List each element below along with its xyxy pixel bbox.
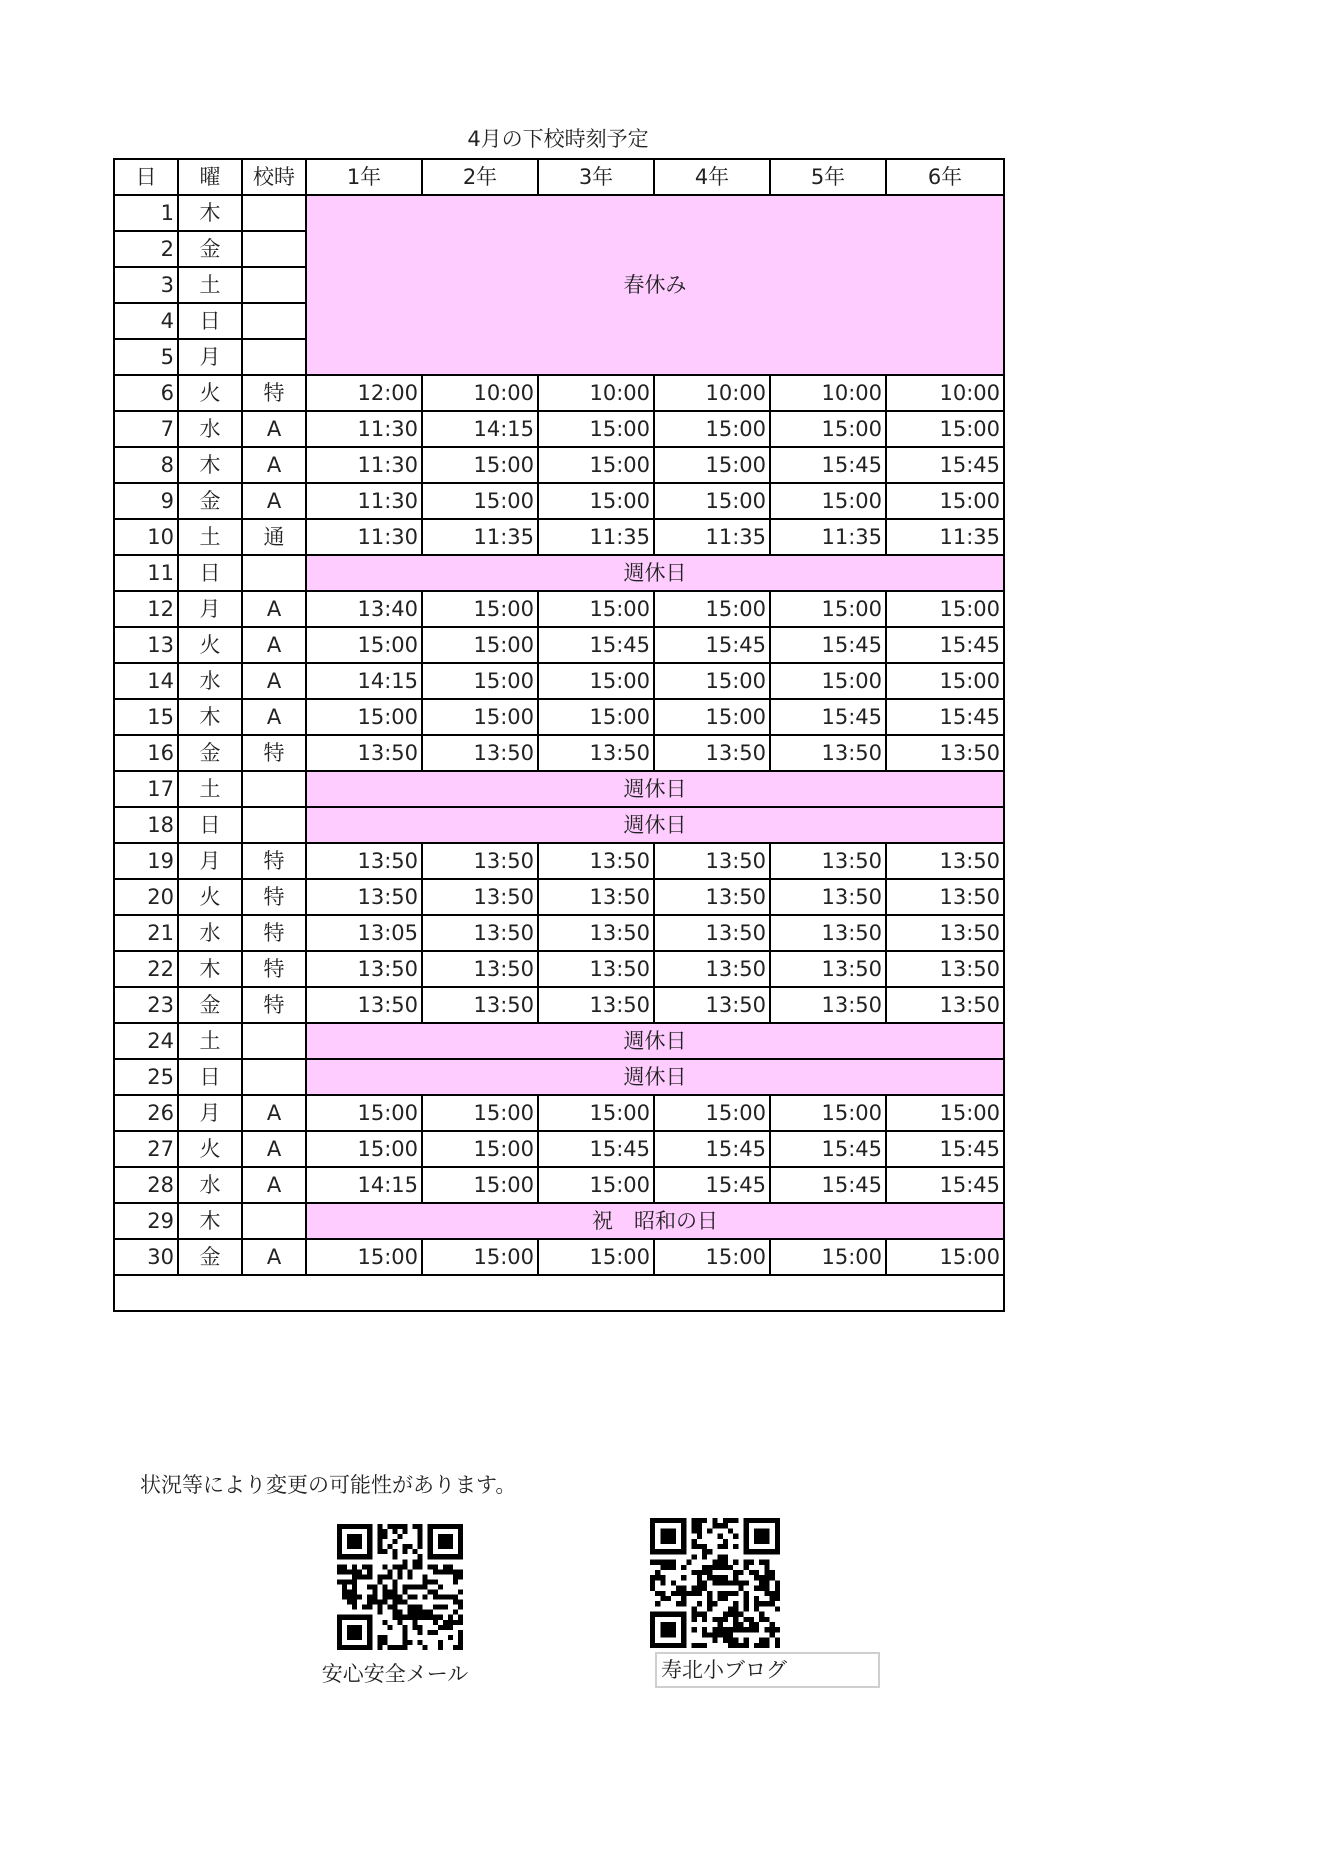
period-cell: A xyxy=(242,1239,306,1275)
day-cell: 30 xyxy=(114,1239,178,1275)
time-cell: 13:50 xyxy=(306,879,422,915)
time-cell: 11:35 xyxy=(886,519,1004,555)
time-cell: 13:50 xyxy=(770,987,886,1023)
period-cell: A xyxy=(242,411,306,447)
time-cell: 15:00 xyxy=(422,1239,538,1275)
weekday-cell: 日 xyxy=(178,555,242,591)
safety-mail-qr-code[interactable] xyxy=(335,1524,465,1650)
time-cell: 14:15 xyxy=(422,411,538,447)
school-blog-qr-code[interactable] xyxy=(648,1518,782,1648)
day-cell: 1 xyxy=(114,195,178,231)
period-cell xyxy=(242,1059,306,1095)
table-row xyxy=(114,915,1004,951)
time-cell: 15:00 xyxy=(538,447,654,483)
weekday-cell: 土 xyxy=(178,1023,242,1059)
time-cell: 13:50 xyxy=(538,915,654,951)
time-cell: 10:00 xyxy=(422,375,538,411)
blank-row xyxy=(114,1275,1004,1311)
time-cell: 15:00 xyxy=(422,1095,538,1131)
time-cell: 13:50 xyxy=(538,735,654,771)
day-cell: 21 xyxy=(114,915,178,951)
day-cell: 24 xyxy=(114,1023,178,1059)
day-cell: 13 xyxy=(114,627,178,663)
time-cell: 14:15 xyxy=(306,1167,422,1203)
time-cell: 11:30 xyxy=(306,519,422,555)
time-cell: 15:00 xyxy=(770,1239,886,1275)
header-cell: 4年 xyxy=(654,159,770,195)
period-cell xyxy=(242,195,306,231)
time-cell: 15:45 xyxy=(654,1167,770,1203)
period-cell: 特 xyxy=(242,951,306,987)
weekday-cell: 金 xyxy=(178,735,242,771)
period-cell: 特 xyxy=(242,843,306,879)
time-cell: 15:45 xyxy=(654,1131,770,1167)
table-row xyxy=(114,879,1004,915)
weekday-cell: 金 xyxy=(178,1239,242,1275)
time-cell: 13:50 xyxy=(886,843,1004,879)
time-cell: 12:00 xyxy=(306,375,422,411)
weekday-cell: 日 xyxy=(178,303,242,339)
table-row xyxy=(114,807,1004,843)
time-cell: 11:30 xyxy=(306,411,422,447)
time-cell: 15:00 xyxy=(654,591,770,627)
time-cell: 10:00 xyxy=(886,375,1004,411)
time-cell: 15:00 xyxy=(770,663,886,699)
holiday-cell: 週休日 xyxy=(306,1059,1004,1095)
time-cell: 13:50 xyxy=(538,951,654,987)
table-row xyxy=(114,1059,1004,1095)
table-row xyxy=(114,411,1004,447)
weekday-cell: 木 xyxy=(178,1203,242,1239)
time-cell: 13:05 xyxy=(306,915,422,951)
weekday-cell: 金 xyxy=(178,987,242,1023)
period-cell: A xyxy=(242,699,306,735)
dismissal-schedule-table xyxy=(113,158,1005,1312)
period-cell xyxy=(242,231,306,267)
weekday-cell: 水 xyxy=(178,1167,242,1203)
holiday-cell: 春休み xyxy=(306,195,1004,375)
time-cell: 15:00 xyxy=(654,699,770,735)
day-cell: 3 xyxy=(114,267,178,303)
weekday-cell: 月 xyxy=(178,591,242,627)
time-cell: 13:50 xyxy=(538,879,654,915)
time-cell: 15:00 xyxy=(654,1239,770,1275)
time-cell: 13:50 xyxy=(422,879,538,915)
period-cell xyxy=(242,1203,306,1239)
day-cell: 10 xyxy=(114,519,178,555)
table-row xyxy=(114,1203,1004,1239)
day-cell: 6 xyxy=(114,375,178,411)
time-cell: 15:00 xyxy=(770,411,886,447)
day-cell: 7 xyxy=(114,411,178,447)
time-cell: 15:00 xyxy=(654,411,770,447)
time-cell: 15:45 xyxy=(886,699,1004,735)
time-cell: 13:50 xyxy=(886,915,1004,951)
time-cell: 15:00 xyxy=(538,1095,654,1131)
period-cell xyxy=(242,303,306,339)
time-cell: 15:00 xyxy=(886,1095,1004,1131)
period-cell: 特 xyxy=(242,987,306,1023)
time-cell: 15:00 xyxy=(538,663,654,699)
weekday-cell: 木 xyxy=(178,447,242,483)
period-cell xyxy=(242,339,306,375)
table-row xyxy=(114,627,1004,663)
time-cell: 13:50 xyxy=(654,843,770,879)
time-cell: 15:00 xyxy=(422,447,538,483)
time-cell: 10:00 xyxy=(654,375,770,411)
period-cell xyxy=(242,555,306,591)
time-cell: 15:45 xyxy=(886,627,1004,663)
time-cell: 15:00 xyxy=(306,1131,422,1167)
day-cell: 17 xyxy=(114,771,178,807)
day-cell: 28 xyxy=(114,1167,178,1203)
header-cell: 5年 xyxy=(770,159,886,195)
schedule-body xyxy=(114,159,1004,1311)
time-cell: 15:00 xyxy=(770,591,886,627)
day-cell: 4 xyxy=(114,303,178,339)
table-row xyxy=(114,735,1004,771)
table-row xyxy=(114,555,1004,591)
weekday-cell: 火 xyxy=(178,375,242,411)
time-cell: 15:00 xyxy=(422,699,538,735)
table-row xyxy=(114,1023,1004,1059)
time-cell: 15:45 xyxy=(886,1131,1004,1167)
time-cell: 11:35 xyxy=(422,519,538,555)
time-cell: 13:50 xyxy=(306,987,422,1023)
table-row xyxy=(114,663,1004,699)
day-cell: 14 xyxy=(114,663,178,699)
safety-mail-label: 安心安全メール xyxy=(321,1662,469,1686)
time-cell: 15:45 xyxy=(538,627,654,663)
weekday-cell: 火 xyxy=(178,1131,242,1167)
day-cell: 12 xyxy=(114,591,178,627)
weekday-cell: 金 xyxy=(178,483,242,519)
weekday-cell: 日 xyxy=(178,807,242,843)
table-row xyxy=(114,1167,1004,1203)
time-cell: 13:50 xyxy=(770,951,886,987)
time-cell: 13:50 xyxy=(886,735,1004,771)
period-cell: A xyxy=(242,1131,306,1167)
time-cell: 15:00 xyxy=(538,1167,654,1203)
weekday-cell: 火 xyxy=(178,879,242,915)
day-cell: 15 xyxy=(114,699,178,735)
table-row xyxy=(114,1095,1004,1131)
school-blog-label[interactable]: 寿北小ブログ xyxy=(655,1652,880,1688)
time-cell: 15:45 xyxy=(770,627,886,663)
table-row xyxy=(114,375,1004,411)
time-cell: 15:00 xyxy=(538,411,654,447)
period-cell xyxy=(242,267,306,303)
header-cell: 曜 xyxy=(178,159,242,195)
time-cell: 15:00 xyxy=(306,627,422,663)
day-cell: 29 xyxy=(114,1203,178,1239)
time-cell: 13:50 xyxy=(654,735,770,771)
weekday-cell: 月 xyxy=(178,843,242,879)
time-cell: 13:50 xyxy=(306,735,422,771)
time-cell: 15:00 xyxy=(422,483,538,519)
time-cell: 15:00 xyxy=(654,663,770,699)
period-cell: A xyxy=(242,591,306,627)
table-row xyxy=(114,519,1004,555)
time-cell: 15:45 xyxy=(886,447,1004,483)
time-cell: 11:35 xyxy=(770,519,886,555)
table-row xyxy=(114,195,1004,231)
time-cell: 13:50 xyxy=(770,879,886,915)
time-cell: 15:45 xyxy=(770,699,886,735)
period-cell: A xyxy=(242,1167,306,1203)
period-cell: 特 xyxy=(242,735,306,771)
day-cell: 18 xyxy=(114,807,178,843)
period-cell xyxy=(242,771,306,807)
day-cell: 2 xyxy=(114,231,178,267)
holiday-cell: 週休日 xyxy=(306,807,1004,843)
weekday-cell: 月 xyxy=(178,339,242,375)
time-cell: 15:00 xyxy=(422,1131,538,1167)
time-cell: 15:00 xyxy=(538,699,654,735)
period-cell xyxy=(242,807,306,843)
day-cell: 9 xyxy=(114,483,178,519)
weekday-cell: 土 xyxy=(178,267,242,303)
time-cell: 15:00 xyxy=(306,1095,422,1131)
header-cell: 1年 xyxy=(306,159,422,195)
day-cell: 27 xyxy=(114,1131,178,1167)
time-cell: 13:50 xyxy=(422,735,538,771)
time-cell: 15:00 xyxy=(654,1095,770,1131)
table-row xyxy=(114,447,1004,483)
time-cell: 13:50 xyxy=(306,843,422,879)
weekday-cell: 木 xyxy=(178,699,242,735)
blank-cell xyxy=(114,1275,1004,1311)
holiday-cell: 週休日 xyxy=(306,555,1004,591)
day-cell: 19 xyxy=(114,843,178,879)
time-cell: 15:00 xyxy=(886,483,1004,519)
day-cell: 26 xyxy=(114,1095,178,1131)
time-cell: 13:50 xyxy=(422,987,538,1023)
time-cell: 13:50 xyxy=(654,915,770,951)
time-cell: 15:45 xyxy=(770,1131,886,1167)
time-cell: 11:35 xyxy=(538,519,654,555)
weekday-cell: 木 xyxy=(178,195,242,231)
time-cell: 15:00 xyxy=(886,663,1004,699)
period-cell: A xyxy=(242,447,306,483)
day-cell: 20 xyxy=(114,879,178,915)
day-cell: 23 xyxy=(114,987,178,1023)
time-cell: 15:00 xyxy=(886,591,1004,627)
period-cell: A xyxy=(242,627,306,663)
time-cell: 15:45 xyxy=(886,1167,1004,1203)
day-cell: 25 xyxy=(114,1059,178,1095)
time-cell: 13:50 xyxy=(886,879,1004,915)
table-row xyxy=(114,483,1004,519)
time-cell: 15:00 xyxy=(654,483,770,519)
weekday-cell: 火 xyxy=(178,627,242,663)
period-cell: A xyxy=(242,663,306,699)
time-cell: 13:50 xyxy=(770,735,886,771)
time-cell: 13:50 xyxy=(422,951,538,987)
period-cell: 通 xyxy=(242,519,306,555)
period-cell: A xyxy=(242,483,306,519)
time-cell: 14:15 xyxy=(306,663,422,699)
time-cell: 15:00 xyxy=(538,483,654,519)
page-title: 4月の下校時刻予定 xyxy=(467,127,649,151)
time-cell: 15:00 xyxy=(770,1095,886,1131)
weekday-cell: 日 xyxy=(178,1059,242,1095)
time-cell: 15:00 xyxy=(886,1239,1004,1275)
table-row xyxy=(114,1239,1004,1275)
period-cell xyxy=(242,1023,306,1059)
day-cell: 8 xyxy=(114,447,178,483)
weekday-cell: 水 xyxy=(178,663,242,699)
table-row xyxy=(114,987,1004,1023)
weekday-cell: 木 xyxy=(178,951,242,987)
table-row xyxy=(114,951,1004,987)
table-row xyxy=(114,843,1004,879)
time-cell: 15:00 xyxy=(886,411,1004,447)
time-cell: 15:45 xyxy=(654,627,770,663)
holiday-cell: 週休日 xyxy=(306,1023,1004,1059)
header-cell: 2年 xyxy=(422,159,538,195)
time-cell: 15:00 xyxy=(422,591,538,627)
period-cell: 特 xyxy=(242,879,306,915)
time-cell: 13:50 xyxy=(770,843,886,879)
time-cell: 15:00 xyxy=(422,1167,538,1203)
weekday-cell: 土 xyxy=(178,519,242,555)
period-cell: 特 xyxy=(242,375,306,411)
header-cell: 3年 xyxy=(538,159,654,195)
table-row xyxy=(114,1131,1004,1167)
time-cell: 13:50 xyxy=(886,951,1004,987)
time-cell: 11:35 xyxy=(654,519,770,555)
time-cell: 15:00 xyxy=(538,1239,654,1275)
table-row xyxy=(114,591,1004,627)
header-cell: 校時 xyxy=(242,159,306,195)
day-cell: 16 xyxy=(114,735,178,771)
time-cell: 15:00 xyxy=(654,447,770,483)
period-cell: 特 xyxy=(242,915,306,951)
day-cell: 5 xyxy=(114,339,178,375)
weekday-cell: 土 xyxy=(178,771,242,807)
time-cell: 11:30 xyxy=(306,483,422,519)
change-notice: 状況等により変更の可能性があります。 xyxy=(140,1473,517,1497)
time-cell: 15:45 xyxy=(770,447,886,483)
time-cell: 15:45 xyxy=(770,1167,886,1203)
weekday-cell: 水 xyxy=(178,411,242,447)
time-cell: 13:50 xyxy=(654,987,770,1023)
time-cell: 15:00 xyxy=(306,699,422,735)
table-row xyxy=(114,699,1004,735)
table-row xyxy=(114,771,1004,807)
time-cell: 11:30 xyxy=(306,447,422,483)
header-row xyxy=(114,159,1004,195)
time-cell: 15:00 xyxy=(306,1239,422,1275)
weekday-cell: 水 xyxy=(178,915,242,951)
time-cell: 10:00 xyxy=(538,375,654,411)
time-cell: 15:00 xyxy=(770,483,886,519)
header-cell: 日 xyxy=(114,159,178,195)
time-cell: 13:50 xyxy=(886,987,1004,1023)
weekday-cell: 金 xyxy=(178,231,242,267)
time-cell: 13:50 xyxy=(306,951,422,987)
holiday-cell: 週休日 xyxy=(306,771,1004,807)
time-cell: 13:50 xyxy=(422,843,538,879)
period-cell: A xyxy=(242,1095,306,1131)
time-cell: 13:40 xyxy=(306,591,422,627)
time-cell: 13:50 xyxy=(770,915,886,951)
time-cell: 13:50 xyxy=(654,951,770,987)
time-cell: 15:00 xyxy=(538,591,654,627)
time-cell: 15:45 xyxy=(538,1131,654,1167)
day-cell: 11 xyxy=(114,555,178,591)
holiday-cell: 祝 昭和の日 xyxy=(306,1203,1004,1239)
time-cell: 10:00 xyxy=(770,375,886,411)
day-cell: 22 xyxy=(114,951,178,987)
time-cell: 15:00 xyxy=(422,663,538,699)
header-cell: 6年 xyxy=(886,159,1004,195)
time-cell: 13:50 xyxy=(538,987,654,1023)
time-cell: 15:00 xyxy=(422,627,538,663)
time-cell: 13:50 xyxy=(654,879,770,915)
time-cell: 13:50 xyxy=(422,915,538,951)
weekday-cell: 月 xyxy=(178,1095,242,1131)
time-cell: 13:50 xyxy=(538,843,654,879)
